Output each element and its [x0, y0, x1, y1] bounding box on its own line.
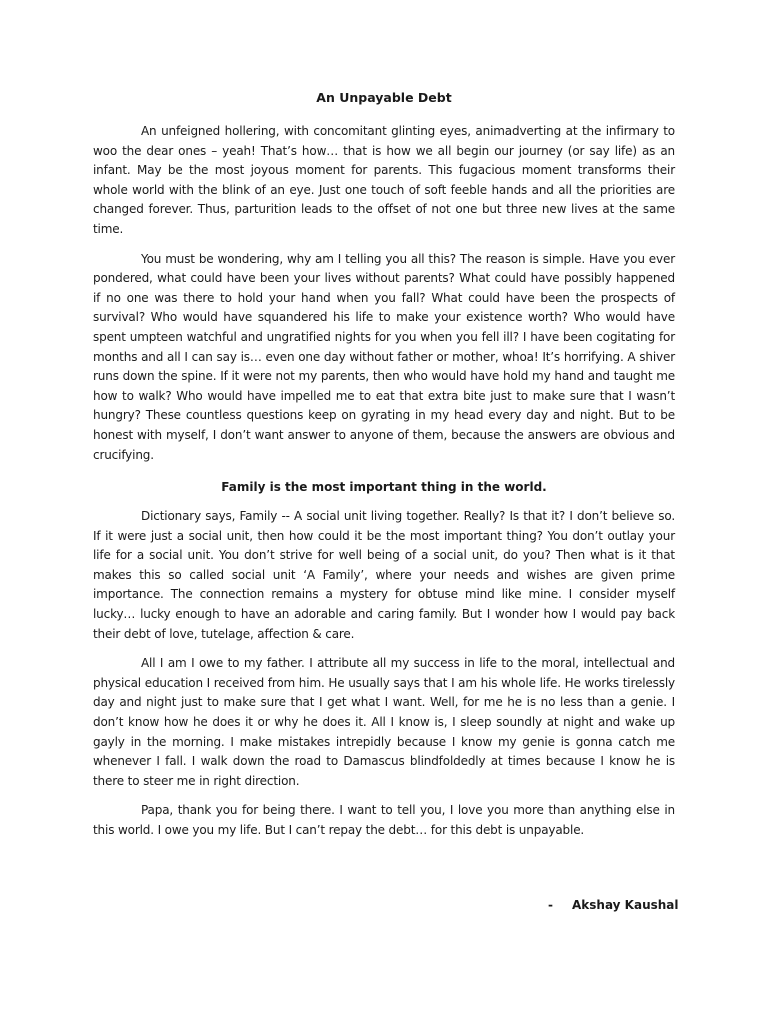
paragraph-1: An unfeigned hollering, with concomitant glinting eyes, animadverting at the infirmary to woo the dear ones – yeah! That’s how… that is how we all begin our journey (or say life) as an infant. May be the most joyous moment for parents. This fugacious moment transforms their whole world with the blink of an eye. Just one touch of soft feeble hands and all the priorities are changed forever. Thus, parturition leads to the offset of not one but three new lives at the same time.	[93, 124, 675, 236]
document-title: An Unpayable Debt	[316, 90, 452, 105]
paragraph-5: Papa, thank you for being there. I want to tell you, I love you more than anything else in this world. I owe you my life. But I can’t repay the debt… for this debt is unpayable.	[93, 803, 675, 837]
author-signature	[548, 895, 679, 915]
section-heading: Family is the most important thing in the world.	[221, 480, 547, 495]
paragraph-3: Dictionary says, Family -- A social unit living together. Really? Is that it? I don’t believe so. If it were just a social unit, then how could it be the most important thing? You don’t outlay your life for a social unit. You don’t strive for well being of a social unit, do you? Then what is it that makes this so called social unit ‘A Family’, where your needs and wishes are given prime importance. The connection remains a mystery for obtuse mind like mine. I consider myself lucky… lucky enough to have an adorable and caring family. But I wonder how I would pay back their debt of love, tutelage, affection & care.	[93, 509, 675, 641]
document-page	[93, 88, 675, 851]
signature-dash: -	[548, 898, 553, 912]
author-name: Akshay Kaushal	[572, 898, 679, 912]
paragraph-4: All I am I owe to my father. I attribute all my success in life to the moral, intellectual and physical education I received from him. He usually says that I am his whole life. He works tirelessly day and night just to make sure that I get what I want. Well, for me he is no less than a genie. I don’t know how he does it or why he does it. All I know is, I sleep soundly at night and wake up gayly in the morning. I make mistakes intrepidly because I know my genie is gonna catch me whenever I fall. I walk down the road to Damascus blindfoldedly at times because I know he is there to steer me in right direction.	[93, 656, 675, 788]
paragraph-2: You must be wondering, why am I telling you all this? The reason is simple. Have you ever pondered, what could have been your lives without parents? What could have possibly happened if no one was there to hold your hand when you fall? What could have been the prospects of survival? Who would have squandered his life to make your existence worth? Who would have spent umpteen watchful and ungratified nights for you when you fell ill? I have been cogitating for months and all I can say is… even one day without father or mother, whoa! It’s horrifying. A shiver runs down the spine. If it were not my parents, then who would have hold my hand and taught me how to walk? Who would have impelled me to eat that extra bite just to make sure that I wasn’t hungry? These countless questions keep on gyrating in my head every day and night. But to be honest with myself, I don’t want answer to anyone of them, because the answers are obvious and crucifying.	[93, 251, 675, 462]
